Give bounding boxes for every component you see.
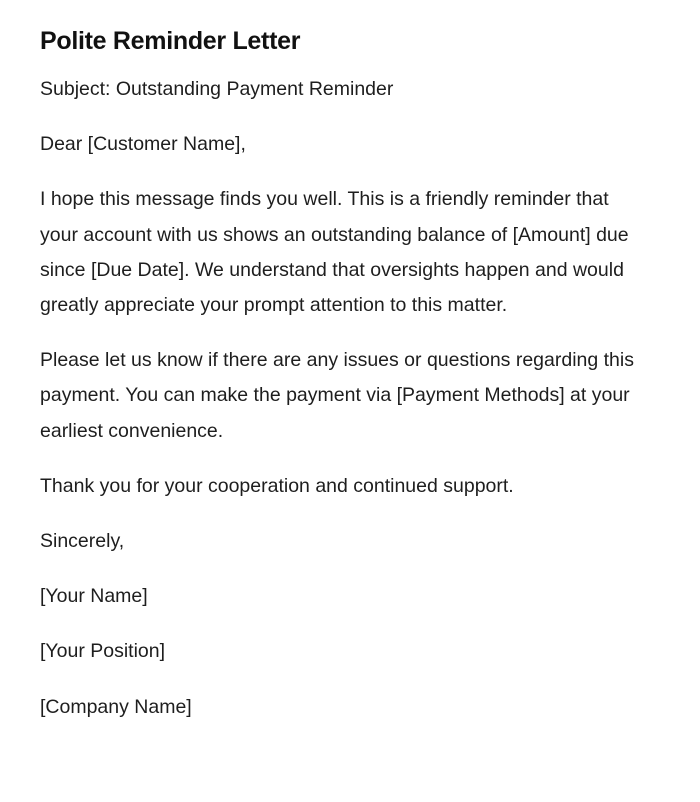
company-name: [Company Name] — [40, 695, 192, 718]
letter-closing: Sincerely, — [40, 530, 125, 553]
letter-body-paragraph-1: I hope this message finds you well. This is a friendly reminder that your account with us shows an outstanding balance of [Amount] due since [Due Date]. We understand that oversights happen and would greatly appreciate your prompt attention to this matter. — [40, 188, 629, 317]
sender-position: [Your Position] — [40, 640, 166, 663]
letter-body-paragraph-2: Please let us know if there are any issues or questions regarding this payment. You can make the payment via [Payment Methods] at your earliest convenience. — [40, 349, 634, 442]
letter-salutation: Dear [Customer Name], — [40, 133, 246, 156]
letter-subject: Subject: Outstanding Payment Reminder — [40, 78, 394, 100]
sender-name: [Your Name] — [40, 585, 148, 608]
letter-body-paragraph-3: Thank you for your cooperation and continued support. — [40, 474, 514, 497]
letter-title: Polite Reminder Letter — [40, 27, 301, 55]
